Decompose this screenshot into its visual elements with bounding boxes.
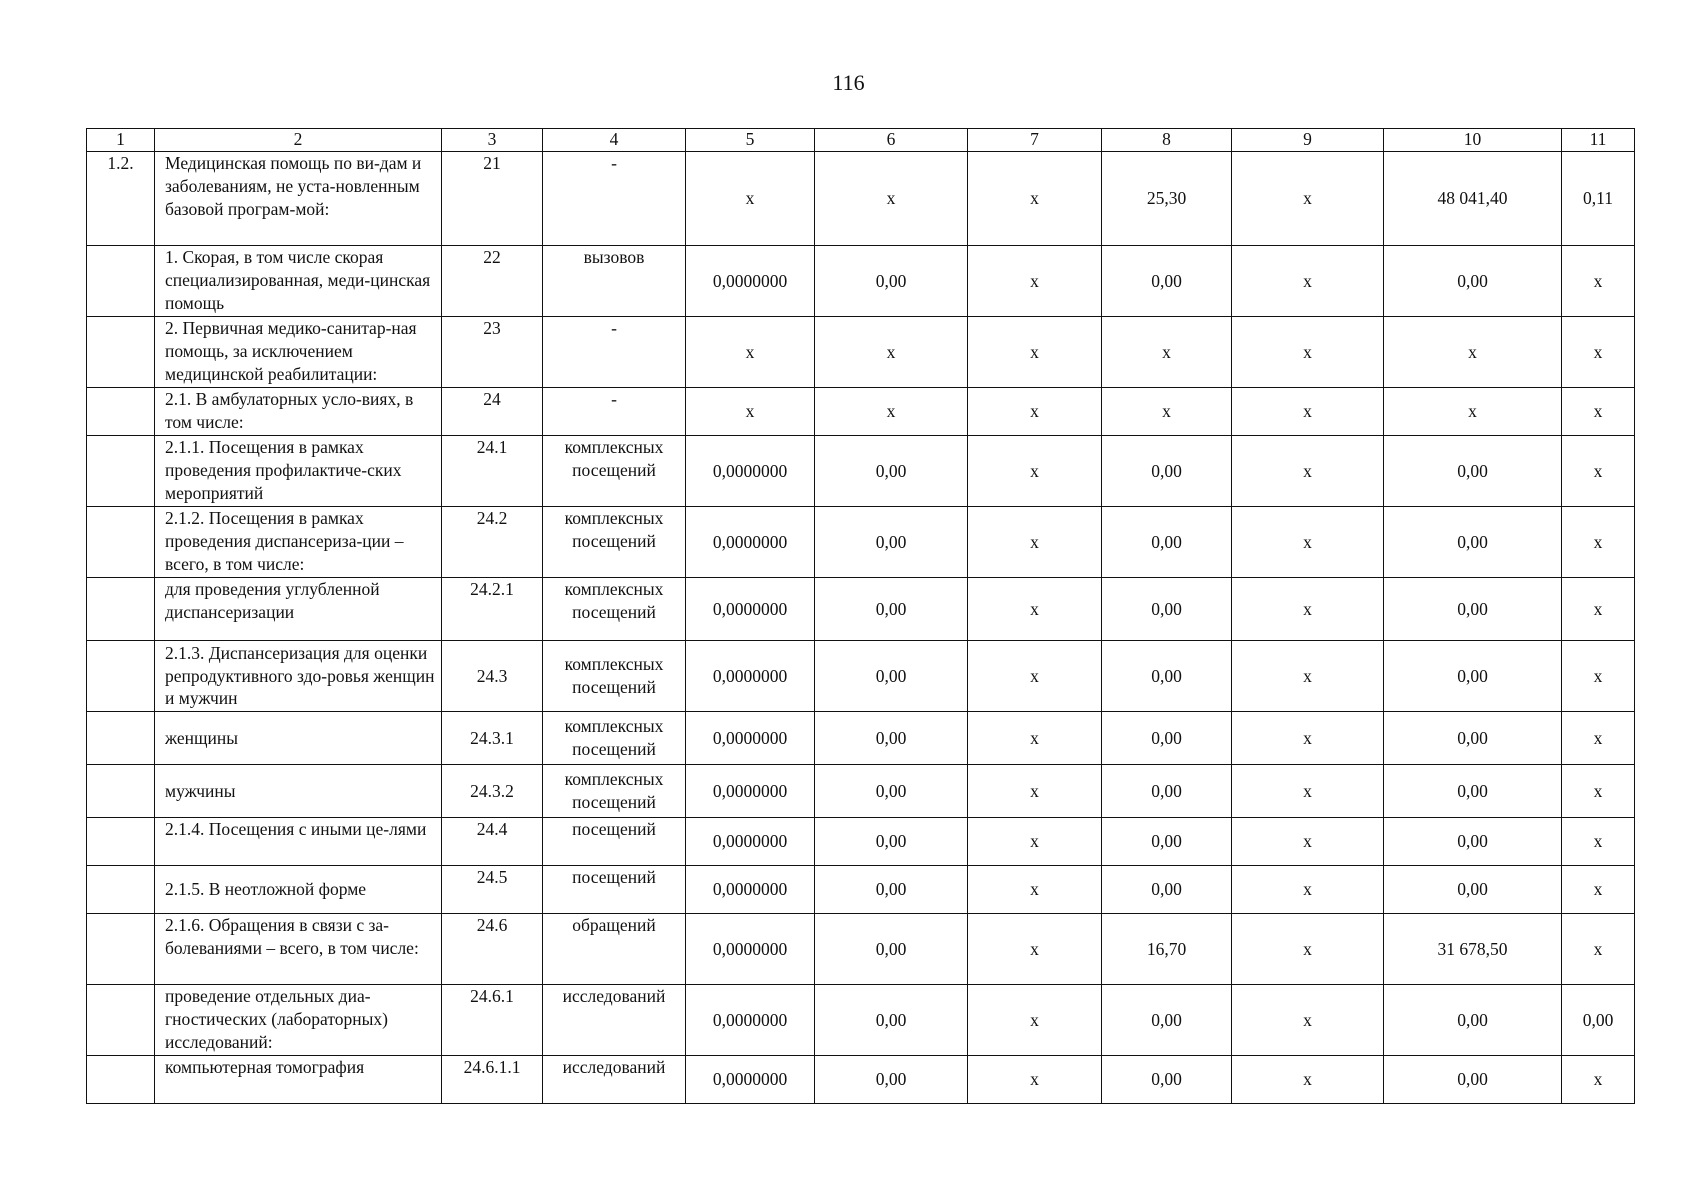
col6-cell: х <box>815 152 968 246</box>
description-cell: 2.1.2. Посещения в рамках проведения диспансериза-ции – всего, в том числе: <box>155 507 442 578</box>
col5-cell: 0,0000000 <box>686 246 815 317</box>
col6-cell: 0,00 <box>815 818 968 866</box>
col9-cell: х <box>1232 914 1384 985</box>
col5-cell: х <box>686 388 815 436</box>
description-cell: женщины <box>155 712 442 765</box>
col8-cell: х <box>1102 317 1232 388</box>
col9-cell: х <box>1232 578 1384 641</box>
col10-cell: 31 678,50 <box>1384 914 1562 985</box>
line-code-cell: 24.6.1 <box>442 985 543 1056</box>
col7-cell: х <box>968 712 1102 765</box>
row-number-cell <box>87 1056 155 1104</box>
col5-cell: 0,0000000 <box>686 765 815 818</box>
line-code-cell: 24.5 <box>442 866 543 914</box>
table-row <box>87 1056 1635 1104</box>
col11-cell: х <box>1562 507 1635 578</box>
col8-cell: 0,00 <box>1102 436 1232 507</box>
row-number-cell <box>87 866 155 914</box>
col8-cell: х <box>1102 388 1232 436</box>
col11-cell: х <box>1562 388 1635 436</box>
col10-cell: 0,00 <box>1384 985 1562 1056</box>
col8-cell: 0,00 <box>1102 641 1232 712</box>
col6-cell: 0,00 <box>815 1056 968 1104</box>
col7-cell: х <box>968 914 1102 985</box>
col9-cell: х <box>1232 641 1384 712</box>
col10-cell: х <box>1384 317 1562 388</box>
description-cell: 2.1.5. В неотложной форме <box>155 866 442 914</box>
col5-cell: х <box>686 152 815 246</box>
col10-cell: 0,00 <box>1384 818 1562 866</box>
description-cell: 2.1.3. Диспансеризация для оценки репродуктивного здо-ровья женщин и мужчин <box>155 641 442 712</box>
col8-cell: 0,00 <box>1102 818 1232 866</box>
description-cell: мужчины <box>155 765 442 818</box>
unit-cell: комплексных посещений <box>543 765 686 818</box>
col9-cell: х <box>1232 712 1384 765</box>
col10-cell: 0,00 <box>1384 578 1562 641</box>
col9-cell: х <box>1232 152 1384 246</box>
description-cell: 2.1.1. Посещения в рамках проведения профилактиче-ских мероприятий <box>155 436 442 507</box>
col7-cell: х <box>968 388 1102 436</box>
col9-cell: х <box>1232 1056 1384 1104</box>
row-number-cell <box>87 317 155 388</box>
row-number-cell <box>87 436 155 507</box>
col8-cell: 0,00 <box>1102 712 1232 765</box>
description-cell: для проведения углубленной диспансеризации <box>155 578 442 641</box>
col8-cell: 0,00 <box>1102 765 1232 818</box>
col7-cell: х <box>968 507 1102 578</box>
header-cell: 3 <box>442 129 543 152</box>
table-header-row <box>87 129 1635 152</box>
table-row <box>87 914 1635 985</box>
col11-cell: х <box>1562 712 1635 765</box>
description-cell: 2. Первичная медико-санитар-ная помощь, за исключением медицинской реабилитации: <box>155 317 442 388</box>
description-cell: 1. Скорая, в том числе скорая специализированная, меди-цинская помощь <box>155 246 442 317</box>
header-cell: 8 <box>1102 129 1232 152</box>
col5-cell: х <box>686 317 815 388</box>
header-cell: 7 <box>968 129 1102 152</box>
col5-cell: 0,0000000 <box>686 818 815 866</box>
header-cell: 5 <box>686 129 815 152</box>
col5-cell: 0,0000000 <box>686 436 815 507</box>
col8-cell: 25,30 <box>1102 152 1232 246</box>
col5-cell: 0,0000000 <box>686 866 815 914</box>
line-code-cell: 24.3.2 <box>442 765 543 818</box>
unit-cell: посещений <box>543 866 686 914</box>
col5-cell: 0,0000000 <box>686 578 815 641</box>
col8-cell: 0,00 <box>1102 507 1232 578</box>
col6-cell: 0,00 <box>815 641 968 712</box>
col5-cell: 0,0000000 <box>686 641 815 712</box>
table-row <box>87 246 1635 317</box>
col6-cell: 0,00 <box>815 436 968 507</box>
description-cell: компьютерная томография <box>155 1056 442 1104</box>
table-row <box>87 436 1635 507</box>
col7-cell: х <box>968 1056 1102 1104</box>
header-cell: 4 <box>543 129 686 152</box>
row-number-cell <box>87 507 155 578</box>
table-row <box>87 765 1635 818</box>
line-code-cell: 21 <box>442 152 543 246</box>
col6-cell: 0,00 <box>815 765 968 818</box>
col7-cell: х <box>968 818 1102 866</box>
col6-cell: 0,00 <box>815 507 968 578</box>
header-cell: 6 <box>815 129 968 152</box>
table-row <box>87 641 1635 712</box>
col11-cell: х <box>1562 641 1635 712</box>
col10-cell: 0,00 <box>1384 641 1562 712</box>
col8-cell: 16,70 <box>1102 914 1232 985</box>
col6-cell: 0,00 <box>815 866 968 914</box>
row-number-cell <box>87 578 155 641</box>
description-cell: 2.1.4. Посещения с иными це-лями <box>155 818 442 866</box>
unit-cell: комплексных посещений <box>543 712 686 765</box>
unit-cell: исследований <box>543 985 686 1056</box>
table-row <box>87 712 1635 765</box>
col8-cell: 0,00 <box>1102 246 1232 317</box>
col7-cell: х <box>968 985 1102 1056</box>
col8-cell: 0,00 <box>1102 985 1232 1056</box>
line-code-cell: 24.2 <box>442 507 543 578</box>
row-number-cell <box>87 246 155 317</box>
unit-cell: комплексных посещений <box>543 578 686 641</box>
description-cell: проведение отдельных диа-гностических (лабораторных) исследований: <box>155 985 442 1056</box>
col9-cell: х <box>1232 388 1384 436</box>
description-cell: 2.1.6. Обращения в связи с за-болеваниями – всего, в том числе: <box>155 914 442 985</box>
col7-cell: х <box>968 246 1102 317</box>
col6-cell: 0,00 <box>815 578 968 641</box>
line-code-cell: 24.1 <box>442 436 543 507</box>
row-number-cell <box>87 914 155 985</box>
col7-cell: х <box>968 866 1102 914</box>
header-cell: 1 <box>87 129 155 152</box>
col10-cell: 0,00 <box>1384 765 1562 818</box>
data-table <box>86 128 1635 1104</box>
col11-cell: х <box>1562 765 1635 818</box>
col10-cell: 48 041,40 <box>1384 152 1562 246</box>
col6-cell: х <box>815 388 968 436</box>
col5-cell: 0,0000000 <box>686 712 815 765</box>
col11-cell: х <box>1562 317 1635 388</box>
row-number-cell: 1.2. <box>87 152 155 246</box>
col10-cell: 0,00 <box>1384 246 1562 317</box>
unit-cell: комплексных посещений <box>543 641 686 712</box>
col9-cell: х <box>1232 765 1384 818</box>
unit-cell: - <box>543 317 686 388</box>
col6-cell: 0,00 <box>815 712 968 765</box>
row-number-cell <box>87 985 155 1056</box>
col10-cell: х <box>1384 388 1562 436</box>
table-row <box>87 578 1635 641</box>
col9-cell: х <box>1232 818 1384 866</box>
col11-cell: х <box>1562 866 1635 914</box>
table-row <box>87 507 1635 578</box>
row-number-cell <box>87 765 155 818</box>
col8-cell: 0,00 <box>1102 578 1232 641</box>
header-cell: 11 <box>1562 129 1635 152</box>
col11-cell: х <box>1562 1056 1635 1104</box>
col9-cell: х <box>1232 246 1384 317</box>
line-code-cell: 22 <box>442 246 543 317</box>
line-code-cell: 24.3 <box>442 641 543 712</box>
col10-cell: 0,00 <box>1384 866 1562 914</box>
col10-cell: 0,00 <box>1384 712 1562 765</box>
unit-cell: - <box>543 152 686 246</box>
table-row <box>87 866 1635 914</box>
unit-cell: комплексных посещений <box>543 436 686 507</box>
header-cell: 10 <box>1384 129 1562 152</box>
col11-cell: 0,00 <box>1562 985 1635 1056</box>
col7-cell: х <box>968 765 1102 818</box>
col10-cell: 0,00 <box>1384 1056 1562 1104</box>
col5-cell: 0,0000000 <box>686 985 815 1056</box>
unit-cell: комплексных посещений <box>543 507 686 578</box>
header-cell: 2 <box>155 129 442 152</box>
col11-cell: х <box>1562 436 1635 507</box>
col5-cell: 0,0000000 <box>686 914 815 985</box>
col11-cell: 0,11 <box>1562 152 1635 246</box>
line-code-cell: 24.4 <box>442 818 543 866</box>
col11-cell: х <box>1562 578 1635 641</box>
col7-cell: х <box>968 152 1102 246</box>
col6-cell: 0,00 <box>815 985 968 1056</box>
row-number-cell <box>87 388 155 436</box>
header-cell: 9 <box>1232 129 1384 152</box>
col11-cell: х <box>1562 818 1635 866</box>
col8-cell: 0,00 <box>1102 1056 1232 1104</box>
col9-cell: х <box>1232 436 1384 507</box>
line-code-cell: 24 <box>442 388 543 436</box>
col10-cell: 0,00 <box>1384 436 1562 507</box>
table-row <box>87 317 1635 388</box>
col11-cell: х <box>1562 246 1635 317</box>
col7-cell: х <box>968 641 1102 712</box>
unit-cell: обращений <box>543 914 686 985</box>
col6-cell: 0,00 <box>815 246 968 317</box>
unit-cell: посещений <box>543 818 686 866</box>
unit-cell: - <box>543 388 686 436</box>
row-number-cell <box>87 818 155 866</box>
line-code-cell: 24.3.1 <box>442 712 543 765</box>
table-row <box>87 818 1635 866</box>
col10-cell: 0,00 <box>1384 507 1562 578</box>
description-cell: 2.1. В амбулаторных усло-виях, в том числе: <box>155 388 442 436</box>
col9-cell: х <box>1232 866 1384 914</box>
table-row <box>87 388 1635 436</box>
line-code-cell: 24.6 <box>442 914 543 985</box>
col9-cell: х <box>1232 507 1384 578</box>
row-number-cell <box>87 712 155 765</box>
col11-cell: х <box>1562 914 1635 985</box>
page-number: 116 <box>832 70 865 95</box>
unit-cell: исследований <box>543 1056 686 1104</box>
col8-cell: 0,00 <box>1102 866 1232 914</box>
col9-cell: х <box>1232 985 1384 1056</box>
description-cell: Медицинская помощь по ви-дам и заболеваниям, не уста-новленным базовой програм-мой: <box>155 152 442 246</box>
table-row <box>87 985 1635 1056</box>
col5-cell: 0,0000000 <box>686 507 815 578</box>
col7-cell: х <box>968 317 1102 388</box>
col5-cell: 0,0000000 <box>686 1056 815 1104</box>
unit-cell: вызовов <box>543 246 686 317</box>
line-code-cell: 24.6.1.1 <box>442 1056 543 1104</box>
col7-cell: х <box>968 578 1102 641</box>
col6-cell: х <box>815 317 968 388</box>
row-number-cell <box>87 641 155 712</box>
line-code-cell: 24.2.1 <box>442 578 543 641</box>
col6-cell: 0,00 <box>815 914 968 985</box>
line-code-cell: 23 <box>442 317 543 388</box>
table-row <box>87 152 1635 246</box>
col7-cell: х <box>968 436 1102 507</box>
col9-cell: х <box>1232 317 1384 388</box>
